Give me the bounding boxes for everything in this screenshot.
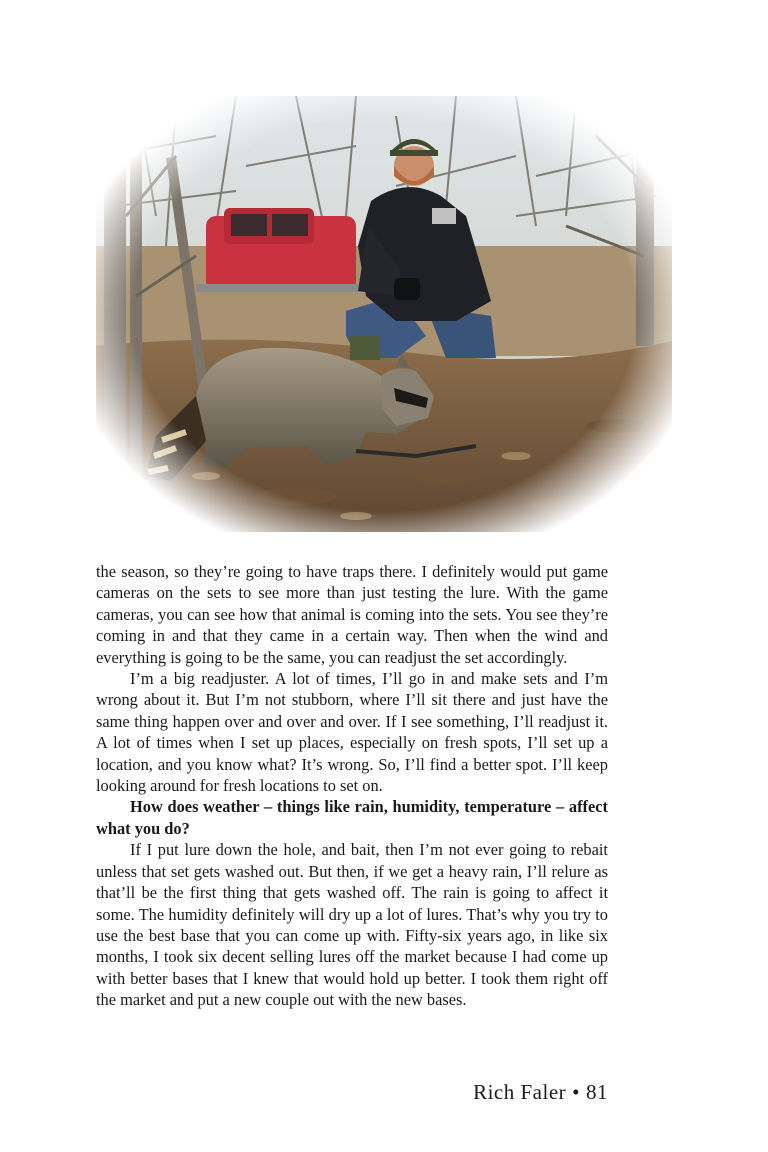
- red-truck: [196, 208, 366, 292]
- page-number: 81: [586, 1080, 608, 1104]
- interview-question: How does weather – things like rain, humidity, temperature – affect what you do?: [96, 797, 608, 838]
- body-text: [96, 561, 608, 1011]
- footer-author: Rich Faler: [473, 1080, 567, 1104]
- paragraph-3: If I put lure down the hole, and bait, then I’m not ever going to rebait unless that set gets washed out. But then, if we get a heavy rain, I’ll relure as that’ll be the first thing that gets washed off. The rain is going to affect it some. The humidity definitely will dry up a lot of lures. That’s why you try to use the best base that you can come up with. Fifty-six years ago, in like six months, I took six decent selling lures off the market because I had come up with better bases that I knew that would hold up better. I took them right off the market and put a new couple out with the new bases.: [96, 840, 608, 1010]
- photo-illustration: [96, 96, 672, 532]
- footer-separator: •: [572, 1080, 580, 1104]
- photo: [96, 96, 672, 532]
- paragraph-1: the season, so they’re going to have traps there. I definitely would put game cameras on the sets to see more than just testing the lure. With the game cameras, you can see how that animal is coming into the sets. You see they’re coming in and that they came in a certain way. Then when the wind and everything is going to be the same, you can readjust the set accordingly.: [96, 562, 608, 667]
- page-footer: [473, 1080, 608, 1105]
- paragraph-2: I’m a big readjuster. A lot of times, I’ll go in and make sets and I’m wrong about it. But I’m not stubborn, where I’ll sit there and just have the same thing happen over and over and over. If I see something, I’ll readjust it. A lot of times when I set up places, especially on fresh spots, I’ll set up a location, and you know what? It’s wrong. So, I’ll find a better spot. I’ll keep looking around for fresh locations to set on.: [96, 669, 608, 796]
